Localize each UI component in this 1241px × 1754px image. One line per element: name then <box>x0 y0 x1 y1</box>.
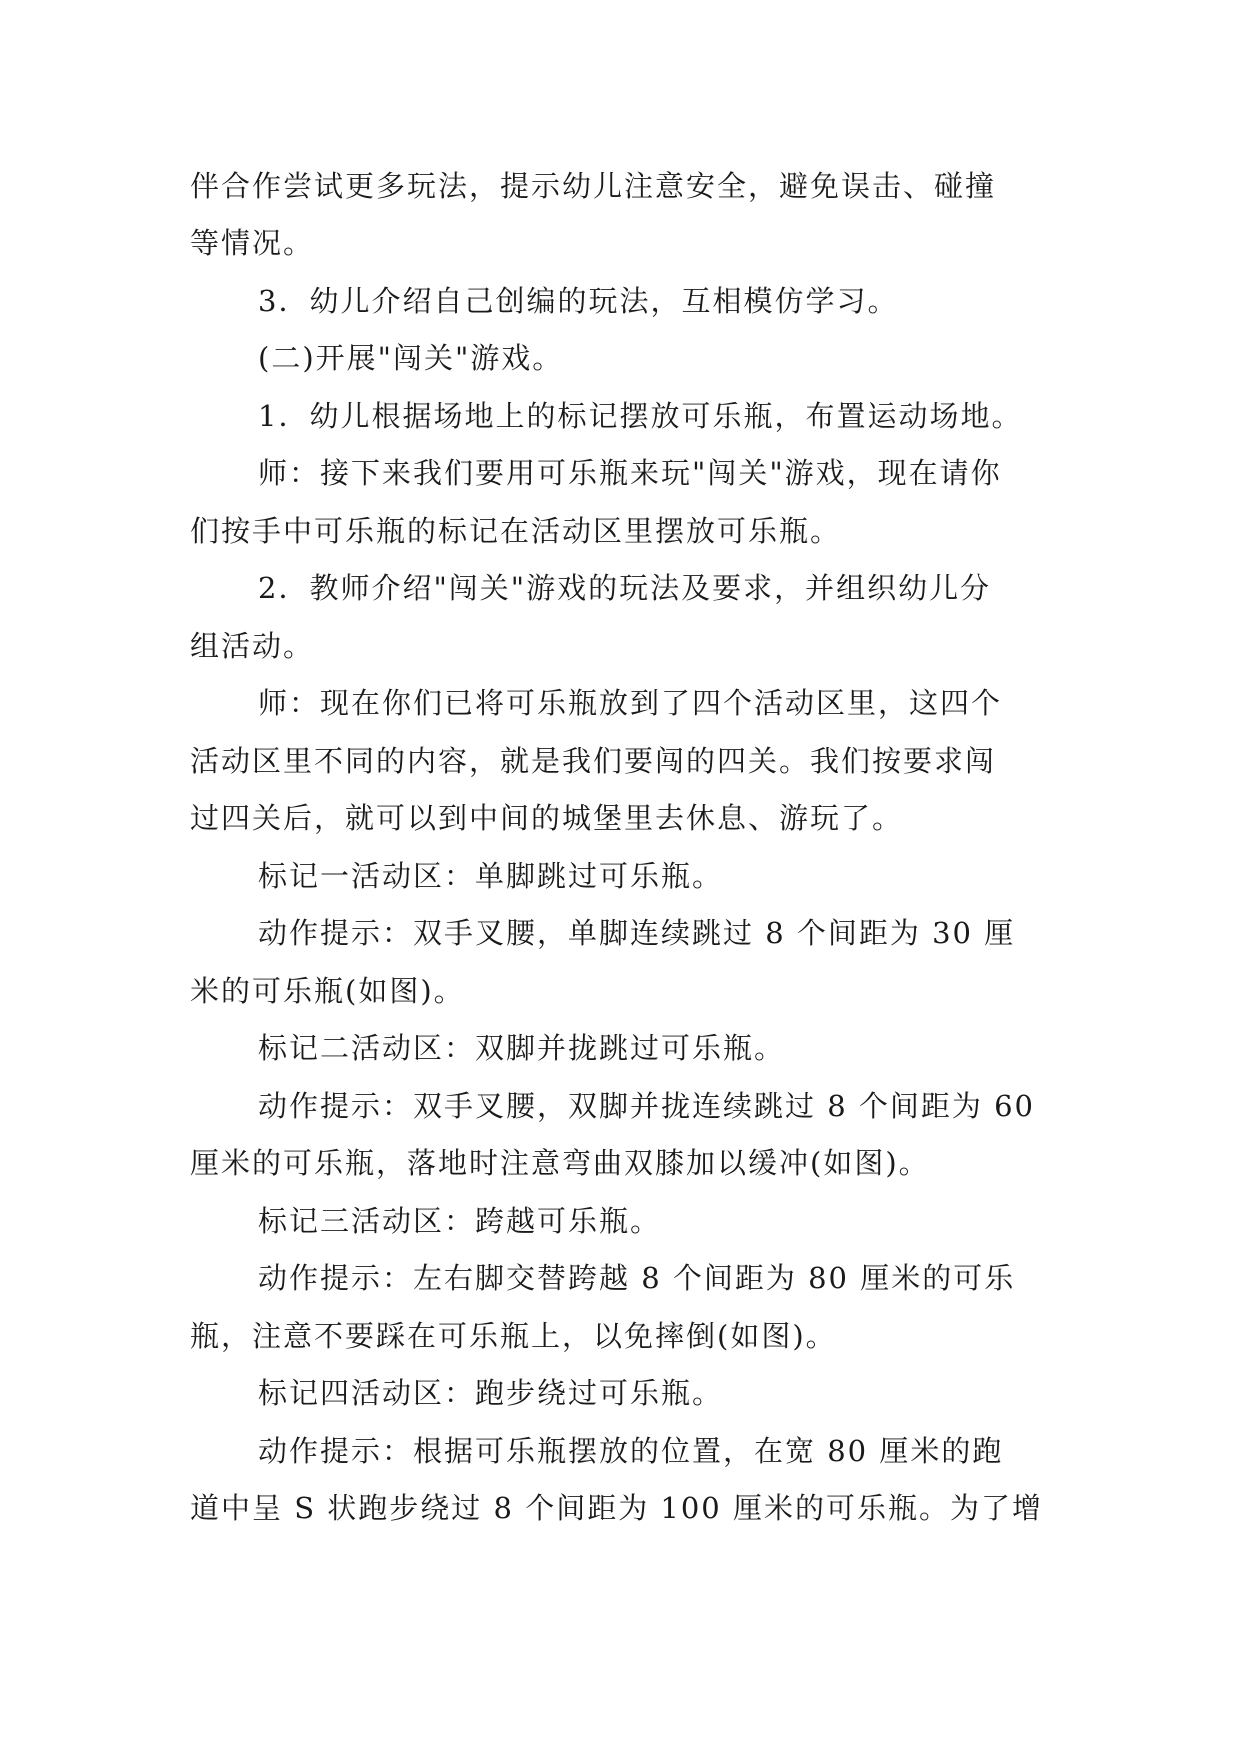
text-line-7: 们按手中可乐瓶的标记在活动区里摆放可乐瓶。 <box>190 514 842 548</box>
text-line-6: 师：接下来我们要用可乐瓶来玩"闯关"游戏，现在请你 <box>258 456 1002 490</box>
text-line-20: 动作提示：左右脚交替跨越 8 个间距为 80 厘米的可乐 <box>258 1261 1016 1295</box>
text-line-14: 动作提示：双手叉腰，单脚连续跳过 8 个间距为 30 厘 <box>258 916 1016 950</box>
text-line-21: 瓶，注意不要踩在可乐瓶上，以免摔倒(如图)。 <box>190 1319 837 1353</box>
text-line-12: 过四关后，就可以到中间的城堡里去休息、游玩了。 <box>190 801 904 835</box>
text-line-16: 标记二活动区：双脚并拢跳过可乐瓶。 <box>258 1031 786 1065</box>
text-line-10: 师：现在你们已将可乐瓶放到了四个活动区里，这四个 <box>258 686 1003 720</box>
text-line-5: 1．幼儿根据场地上的标记摆放可乐瓶，布置运动场地。 <box>258 399 1023 433</box>
text-line-2: 等情况。 <box>190 226 315 260</box>
text-line-3: 3．幼儿介绍自己创编的玩法，互相模仿学习。 <box>258 284 899 318</box>
text-line-19: 标记三活动区：跨越可乐瓶。 <box>258 1204 662 1238</box>
text-line-15: 米的可乐瓶(如图)。 <box>190 974 465 1008</box>
text-line-23: 动作提示：根据可乐瓶摆放的位置，在宽 80 厘米的跑 <box>258 1434 1004 1468</box>
text-line-1: 伴合作尝试更多玩法，提示幼儿注意安全，避免误击、碰撞 <box>190 169 997 203</box>
text-line-22: 标记四活动区：跑步绕过可乐瓶。 <box>258 1376 724 1410</box>
text-line-9: 组活动。 <box>190 629 315 663</box>
text-line-8: 2．教师介绍"闯关"游戏的玩法及要求，并组织幼儿分 <box>258 571 992 605</box>
text-line-18: 厘米的可乐瓶，落地时注意弯曲双膝加以缓冲(如图)。 <box>190 1146 930 1180</box>
text-line-17: 动作提示：双手叉腰，双脚并拢连续跳过 8 个间距为 60 <box>258 1089 1036 1123</box>
text-line-13: 标记一活动区：单脚跳过可乐瓶。 <box>258 859 724 893</box>
text-line-24: 道中呈 S 状跑步绕过 8 个间距为 100 厘米的可乐瓶。为了增 <box>190 1491 1043 1525</box>
text-line-11: 活动区里不同的内容，就是我们要闯的四关。我们按要求闯 <box>190 744 997 778</box>
text-line-4: (二)开展"闯关"游戏。 <box>258 341 564 375</box>
